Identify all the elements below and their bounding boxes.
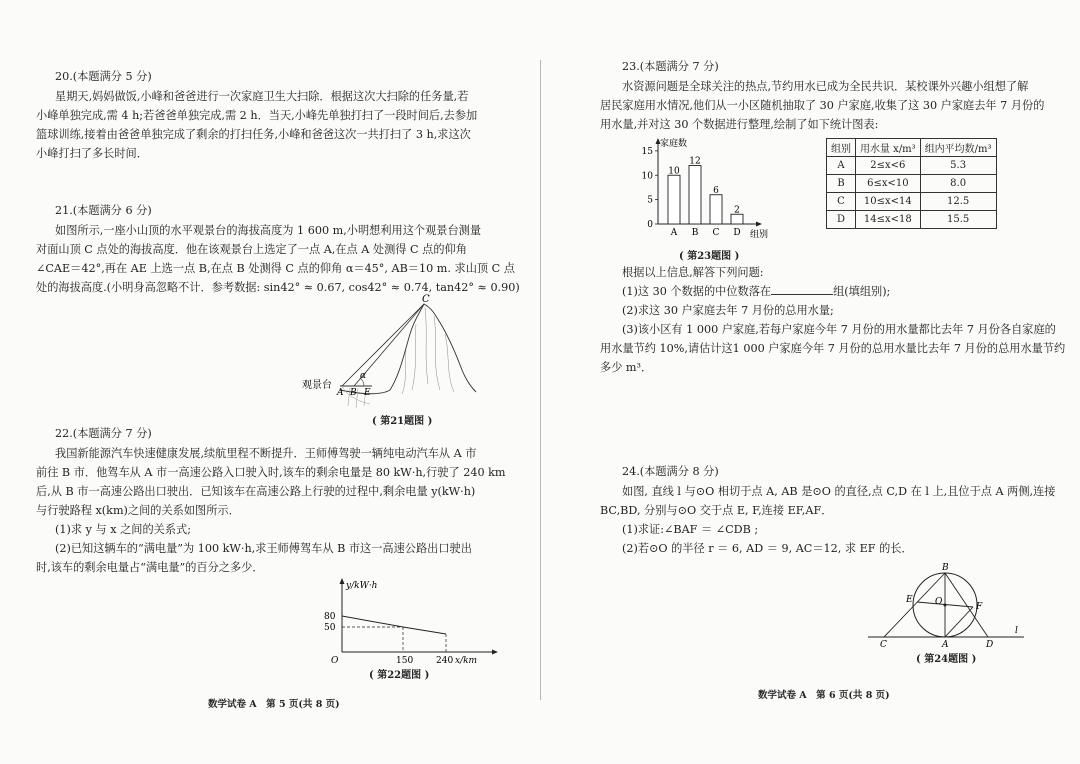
table-cell: 15.5 — [920, 211, 996, 229]
q24-line-1: 如图, 直线 l 与⊙O 相切于点 A, AB 是⊙O 的直径,点 C,D 在 l 上,且位于点 A 两侧,连接 — [622, 485, 1056, 498]
label-b: B — [350, 388, 357, 398]
category-label: B — [691, 228, 699, 238]
table-header: 组别 — [827, 139, 856, 157]
label-b: B — [942, 563, 949, 573]
table-row — [827, 175, 997, 193]
q21-title: 21.(本题满分 6 分) — [55, 204, 152, 217]
label-e: E — [906, 595, 913, 605]
table-cell: C — [827, 193, 856, 211]
table-cell: D — [827, 211, 856, 229]
table-cell: A — [827, 157, 856, 175]
origin-label: O — [331, 656, 339, 666]
table-cell: B — [827, 175, 856, 193]
q24-line-2: BC,BD, 分别与⊙O 交于点 E, F,连接 EF,AF． — [600, 504, 833, 517]
q20-title: 20.(本题满分 5 分) — [55, 70, 152, 83]
q21-line-4: 处的海拔高度.(小明身高忽略不计．参考数据: sin42° ≈ 0.67, cos42° ≈ 0.74, tan42° ≈ 0.90) — [36, 281, 520, 294]
y-tick-80: 80 — [324, 612, 336, 622]
table-cell: 2≤x<6 — [856, 157, 921, 175]
q23-part-3-cont: 用水量节约 10%,请估计这1 000 户家庭今年 7 月份的总用水量比去年 7 月份的总用水量节约 — [600, 342, 1066, 355]
label-c: C — [422, 294, 430, 305]
segment-2 — [403, 627, 446, 634]
q20-line-2: 小峰单独完成,需 4 h;若爸爸单独完成,需 2 h．当天,小峰先单独打扫了一段时间后,去参加 — [36, 109, 478, 122]
bar-C — [710, 195, 722, 224]
label-c: C — [880, 640, 887, 650]
q22-part-1: (1)求 y 与 x 之间的关系式; — [55, 523, 191, 536]
q21-mountain-figure — [300, 294, 490, 414]
q21-line-3: ∠CAE＝42°,再在 AE 上选一点 B,在点 B 处测得 C 点的仰角 α＝45°, AB＝10 m. 求山顶 C 点 — [36, 262, 515, 275]
bar-A — [668, 175, 680, 224]
q24-title: 24.(本题满分 8 分) — [622, 465, 719, 478]
y-tick-50: 50 — [324, 623, 336, 633]
q23-part-2: (2)求这 30 户家庭去年 7 月份的总用水量; — [622, 304, 834, 317]
sight-line-a — [342, 304, 424, 386]
label-l: l — [1015, 626, 1018, 636]
label-a: A — [337, 388, 344, 398]
y-tick-label: 0 — [647, 220, 653, 230]
category-label: A — [670, 228, 678, 238]
table-header-row — [827, 139, 997, 157]
table-cell: 10≤x<14 — [856, 193, 921, 211]
q24-part-1: (1)求证:∠BAF ＝ ∠CDB ; — [622, 523, 759, 536]
x-arrow — [492, 650, 498, 655]
segment-1 — [342, 616, 403, 627]
q22-part-2: (2)已知这辆车的“满电量”为 100 kW·h,求王师傅驾车从 B 市这一高速公路出口驶出 — [55, 542, 472, 555]
bar-value-label: 2 — [734, 205, 740, 216]
q20-line-3: 篮球训练,接着由爸爸单独完成了剩余的打扫任务,小峰和爸爸这次一共打扫了 3 h,求这次 — [36, 128, 471, 141]
chart-x-label: 组别 — [750, 230, 769, 240]
y-tick-label: 5 — [647, 195, 653, 206]
segment-af — [945, 607, 973, 637]
table-cell: 8.0 — [920, 175, 996, 193]
category-label: C — [712, 228, 720, 238]
table-row — [827, 157, 997, 175]
bar-value-label: 6 — [713, 185, 719, 196]
q20-line-1: 星期天,妈妈做饭,小峰和爸爸进行一次家庭卫生大扫除．根据这次大扫除的任务量,若 — [55, 90, 469, 103]
q24-caption: ( 第24题图 ) — [916, 654, 977, 665]
bar-value-label: 12 — [689, 156, 701, 167]
label-d: D — [986, 640, 994, 650]
x-axis-label: x/km — [455, 656, 478, 666]
left-footer: 数学试卷 A 第 5 页(共 8 页) — [208, 699, 340, 710]
bar-D — [731, 214, 743, 224]
q23-caption: ( 第23题图 ) — [679, 251, 740, 262]
q23-part-1 — [622, 283, 890, 302]
chart-x-arrow — [756, 222, 762, 227]
q24-part-2: (2)若⊙O 的半径 r ＝ 6, AD ＝ 9, AC＝12, 求 EF 的长． — [622, 542, 913, 555]
q22-line-2: 前往 B 市．他驾车从 A 市一高速公路入口驶入时,该车的剩余电量是 80 kW·h,行驶了 240 km — [36, 466, 506, 479]
label-e: E — [364, 388, 371, 398]
answer-blank[interactable] — [771, 283, 833, 295]
q23-after-1: 根据以上信息,解答下列问题: — [622, 266, 764, 279]
x-tick-240: 240 — [436, 656, 454, 666]
q21-line-1: 如图所示,一座小山顶的水平观景台的海拔高度为 1 600 m,小明想利用这个观景台测量 — [55, 224, 482, 237]
q23-part-1-suffix: 组(填组别); — [833, 285, 891, 298]
q22-line-4: 与行驶路程 x(km)之间的关系如图所示． — [36, 504, 240, 517]
table-header: 用水量 x/m³ — [856, 139, 921, 157]
q23-part-3: (3)该小区有 1 000 户家庭,若每户家庭今年 7 月份的用水量都比去年 7 月份各自家庭的 — [622, 323, 1056, 336]
q22-part-2-cont: 时,该车的剩余电量占“满电量”的百分之多少． — [36, 561, 264, 574]
x-tick-150: 150 — [396, 656, 414, 666]
category-label: D — [733, 228, 741, 238]
q21-caption: ( 第21题图 ) — [372, 416, 433, 427]
q23-line-2: 居民家庭用水情况,他们从一小区随机抽取了 30 户家庭,收集了这 30 户家庭去年 7 月份的 — [600, 99, 1045, 112]
q22-line-3: 后,从 B 市一高速公路出口驶出．已知该车在高速公路上行驶的过程中,剩余电量 y(kW·h) — [36, 485, 476, 498]
table-cell: 14≤x<18 — [856, 211, 921, 229]
q24-circle-figure — [868, 560, 1028, 650]
q22-title: 22.(本题满分 7 分) — [55, 427, 152, 440]
y-tick-label: 15 — [641, 146, 653, 157]
q21-line-2: 对面山顶 C 点处的海拔高度．他在该观景台上选定了一点 A,在点 A 处测得 C 点的仰角 — [36, 243, 467, 256]
label-f: F — [976, 602, 983, 612]
right-footer: 数学试卷 A 第 6 页(共 8 页) — [758, 690, 890, 701]
table-cell: 12.5 — [920, 193, 996, 211]
center-dot — [944, 604, 947, 607]
chart-y-label: 家庭数 — [660, 139, 688, 149]
q23-table — [826, 138, 997, 229]
q22-line-1: 我国新能源汽车快速健康发展,续航里程不断提升．王师傅驾驶一辆纯电动汽车从 A 市 — [55, 447, 477, 460]
page-fold — [540, 60, 541, 700]
table-cell: 5.3 — [920, 157, 996, 175]
q23-part-1-text: (1)这 30 个数据的中位数落在 — [622, 285, 772, 298]
label-platform: 观景台 — [302, 380, 332, 391]
y-arrow — [340, 578, 345, 584]
label-o: O — [935, 597, 943, 607]
q23-line-3: 用水量,并对这 30 个数据进行整理,绘制了如下统计图表: — [600, 118, 879, 131]
q22-graph — [310, 576, 510, 668]
bar-B — [689, 166, 701, 225]
q23-line-1: 水资源问题是全球关注的热点,节约用水已成为全民共识．某校课外兴趣小组想了解 — [622, 80, 1029, 93]
table-row — [827, 211, 997, 229]
y-tick-label: 10 — [641, 171, 653, 182]
q20-line-4: 小峰打扫了多长时间． — [36, 147, 148, 160]
q23-bar-chart — [640, 136, 790, 244]
bar-value-label: 10 — [668, 166, 680, 177]
table-row — [827, 193, 997, 211]
label-a: A — [942, 640, 949, 650]
label-alpha: α — [360, 371, 367, 381]
table-cell: 6≤x<10 — [856, 175, 921, 193]
q23-title: 23.(本题满分 7 分) — [622, 60, 719, 73]
q22-caption: ( 第22题图 ) — [369, 670, 430, 681]
table-header: 组内平均数/m³ — [920, 139, 996, 157]
q23-part-3-end: 多少 m³． — [600, 361, 653, 374]
y-axis-label: y/kW·h — [346, 581, 378, 591]
